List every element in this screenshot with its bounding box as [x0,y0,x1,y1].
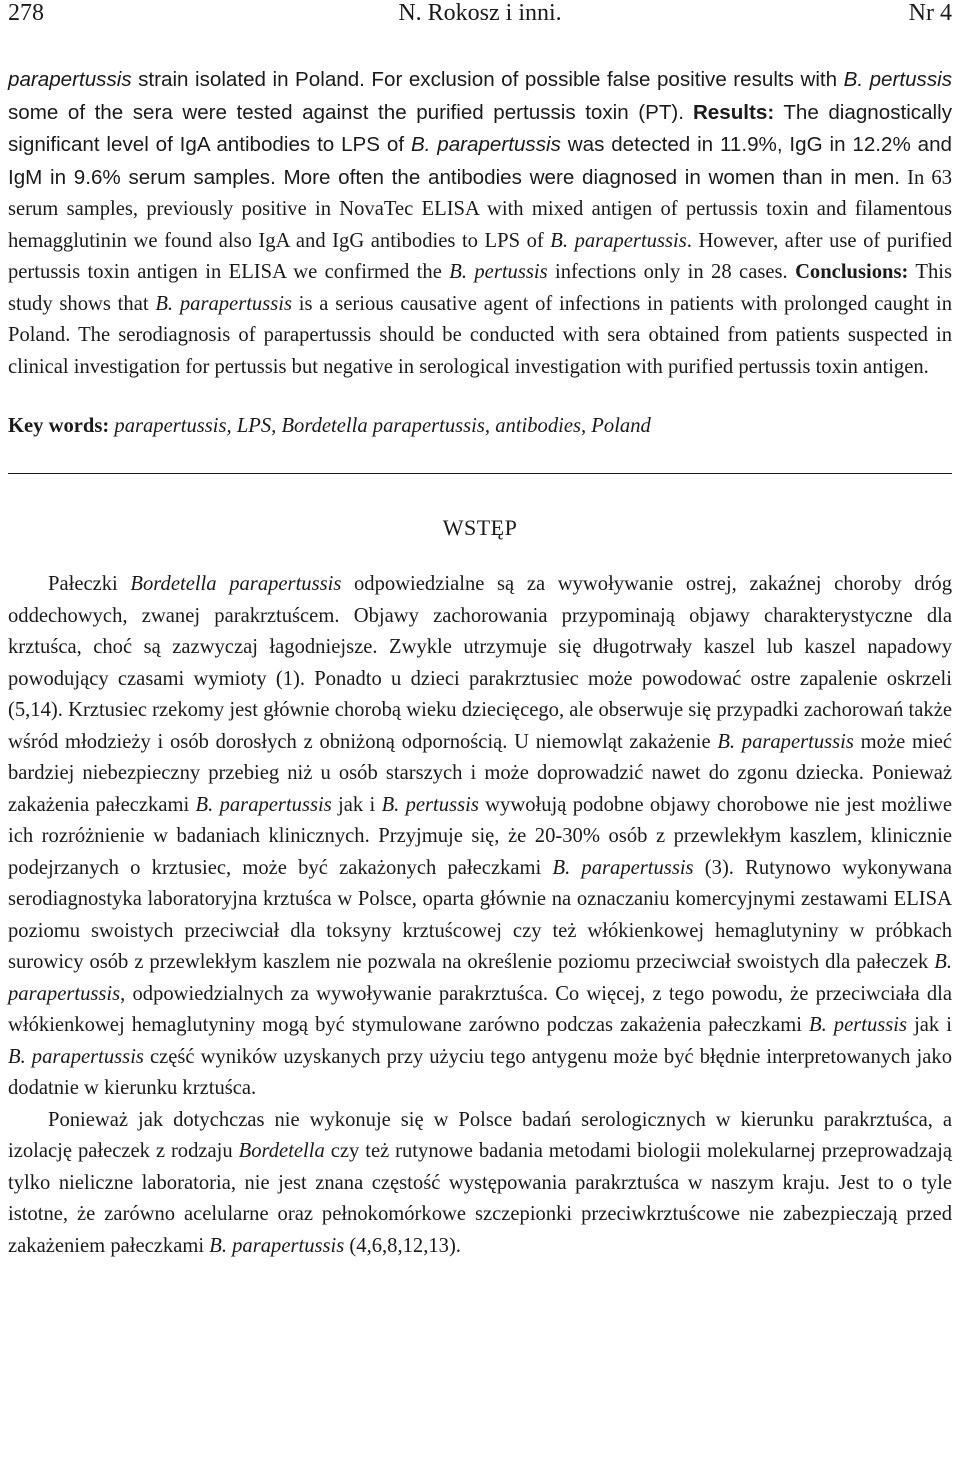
keywords-list: parapertussis, LPS, Bordetella parapertussis, antibodies, Poland [109,415,651,437]
issue-number: Nr 4 [908,0,952,26]
section-heading: WSTĘP [442,514,518,540]
page-body [8,64,952,1262]
results-label: Results: [692,100,775,124]
paragraph-2: Ponieważ jak dotychczas nie wykonuje się w Polsce badań serologicznych w kierunku parakrztuśca, a izolację pałeczek z rodzaju Bordetella czy też rutynowe badania metodami biologii molekularnej przeprowadzają tylko nieliczne laboratoria, nie jest znana częstość występowania parakrztuśca w naszym kraju. Jest to o tyle istotne, że zarówno acelularne oraz pełnokomórkowe szczepionki przeciwkrztuścowe nie zabezpieczają przed zakażeniem pałeczkami B. parapertussis (4,6,8,12,13). [8,1108,952,1257]
abstract-text: parapertussis strain isolated in Poland. For exclusion of possible false positive results with B. pertussis some of the sera were tested against the purified pertussis toxin (PT). Results: The diagnostically significant level of IgA antibodies to LPS of B. parapertussis was detected in 11.9%, IgG in 12.2% and IgM in 9.6% serum samples. More often the antibodies were diagnosed in women than in men. In 63 serum samples, previously positive in NovaTec ELISA with mixed antigen of pertussis toxin and filamentous hemagglutinin we found also IgA and IgG antibodies to LPS of B. parapertussis. However, after use of purified pertussis toxin antigen in ELISA we confirmed the B. pertussis infections only in 28 cases. Conclusions: This study shows that B. parapertussis is a serious causative agent of infections in patients with prolonged caught in Poland. The serodiagnosis of parapertussis should be conducted with sera obtained from patients suspected in clinical investigation for pertussis but negative in serological investigation with purified pertussis toxin antigen. [8,68,952,378]
page-number: 278 [8,0,44,26]
paragraph-1: Pałeczki Bordetella parapertussis odpowiedzialne są za wywoływanie ostrej, zakaźnej choroby dróg oddechowych, zwanej parakrztuścem. Objawy zachorowania przypominają objawy charakterystyczne dla krztuśca, choć są zazwyczaj łagodniejsze. Zwykle utrzymuje się długotrwały kaszel lub kaszel napadowy powodujący czasami wymioty (1). Ponadto u dzieci parakrztusiec może powodować ostre zapalenie oskrzeli (5,14). Krztusiec rzekomy jest głównie chorobą wieku dziecięcego, ale obserwuje się przypadki zachorowań także wśród młodzieży i osób dorosłych z obniżoną odpornością. U niemowląt zakażenie B. parapertussis może mieć bardziej niebezpieczny przebieg niż u osób starszych i może doprowadzić nawet do zgonu dziecka. Ponieważ zakażenia pałeczkami B. parapertussis jak i B. pertussis wywołują podobne objawy chorobowe nie jest możliwe ich rozróżnienie w badaniach klinicznych. Przyjmuje się, że 20-30% osób z przewlekłym kaszlem, klinicznie podejrzanych o krztusiec, może być zakażonych pałeczkami B. parapertussis (3). Rutynowo wykonywana serodiagnostyka laboratoryjna krztuśca w Polsce, oparta głównie na oznaczaniu komercyjnymi zestawami ELISA poziomu swoistych przeciwciał dla toksyny krztuścowej czy też włókienkowej hemaglutyniny w próbkach surowicy osób z przewlekłym kaszlem nie pozwala na określenie poziomu przeciwciał swoistych dla pałeczek B. parapertussis, odpowiedzialnych za wywoływanie parakrztuśca. Co więcej, z tego powodu, że przeciwciała dla włókienkowej hemaglutyniny mogą być stymulowane zarówno podczas zakażenia pałeczkami B. pertussis jak i B. parapertussis część wyników uzyskanych przy użyciu tego antygenu może być błędnie interpretowanych jako dodatnie w kierunku krztuśca. [8,573,953,1099]
conclusions-label: Conclusions: [795,261,909,283]
keywords [8,411,952,443]
introduction [8,569,952,1262]
running-title: N. Rokosz i inni. [398,0,562,26]
page-header [8,0,952,32]
separator-rule [8,473,952,474]
keywords-label: Key words: [8,415,110,437]
